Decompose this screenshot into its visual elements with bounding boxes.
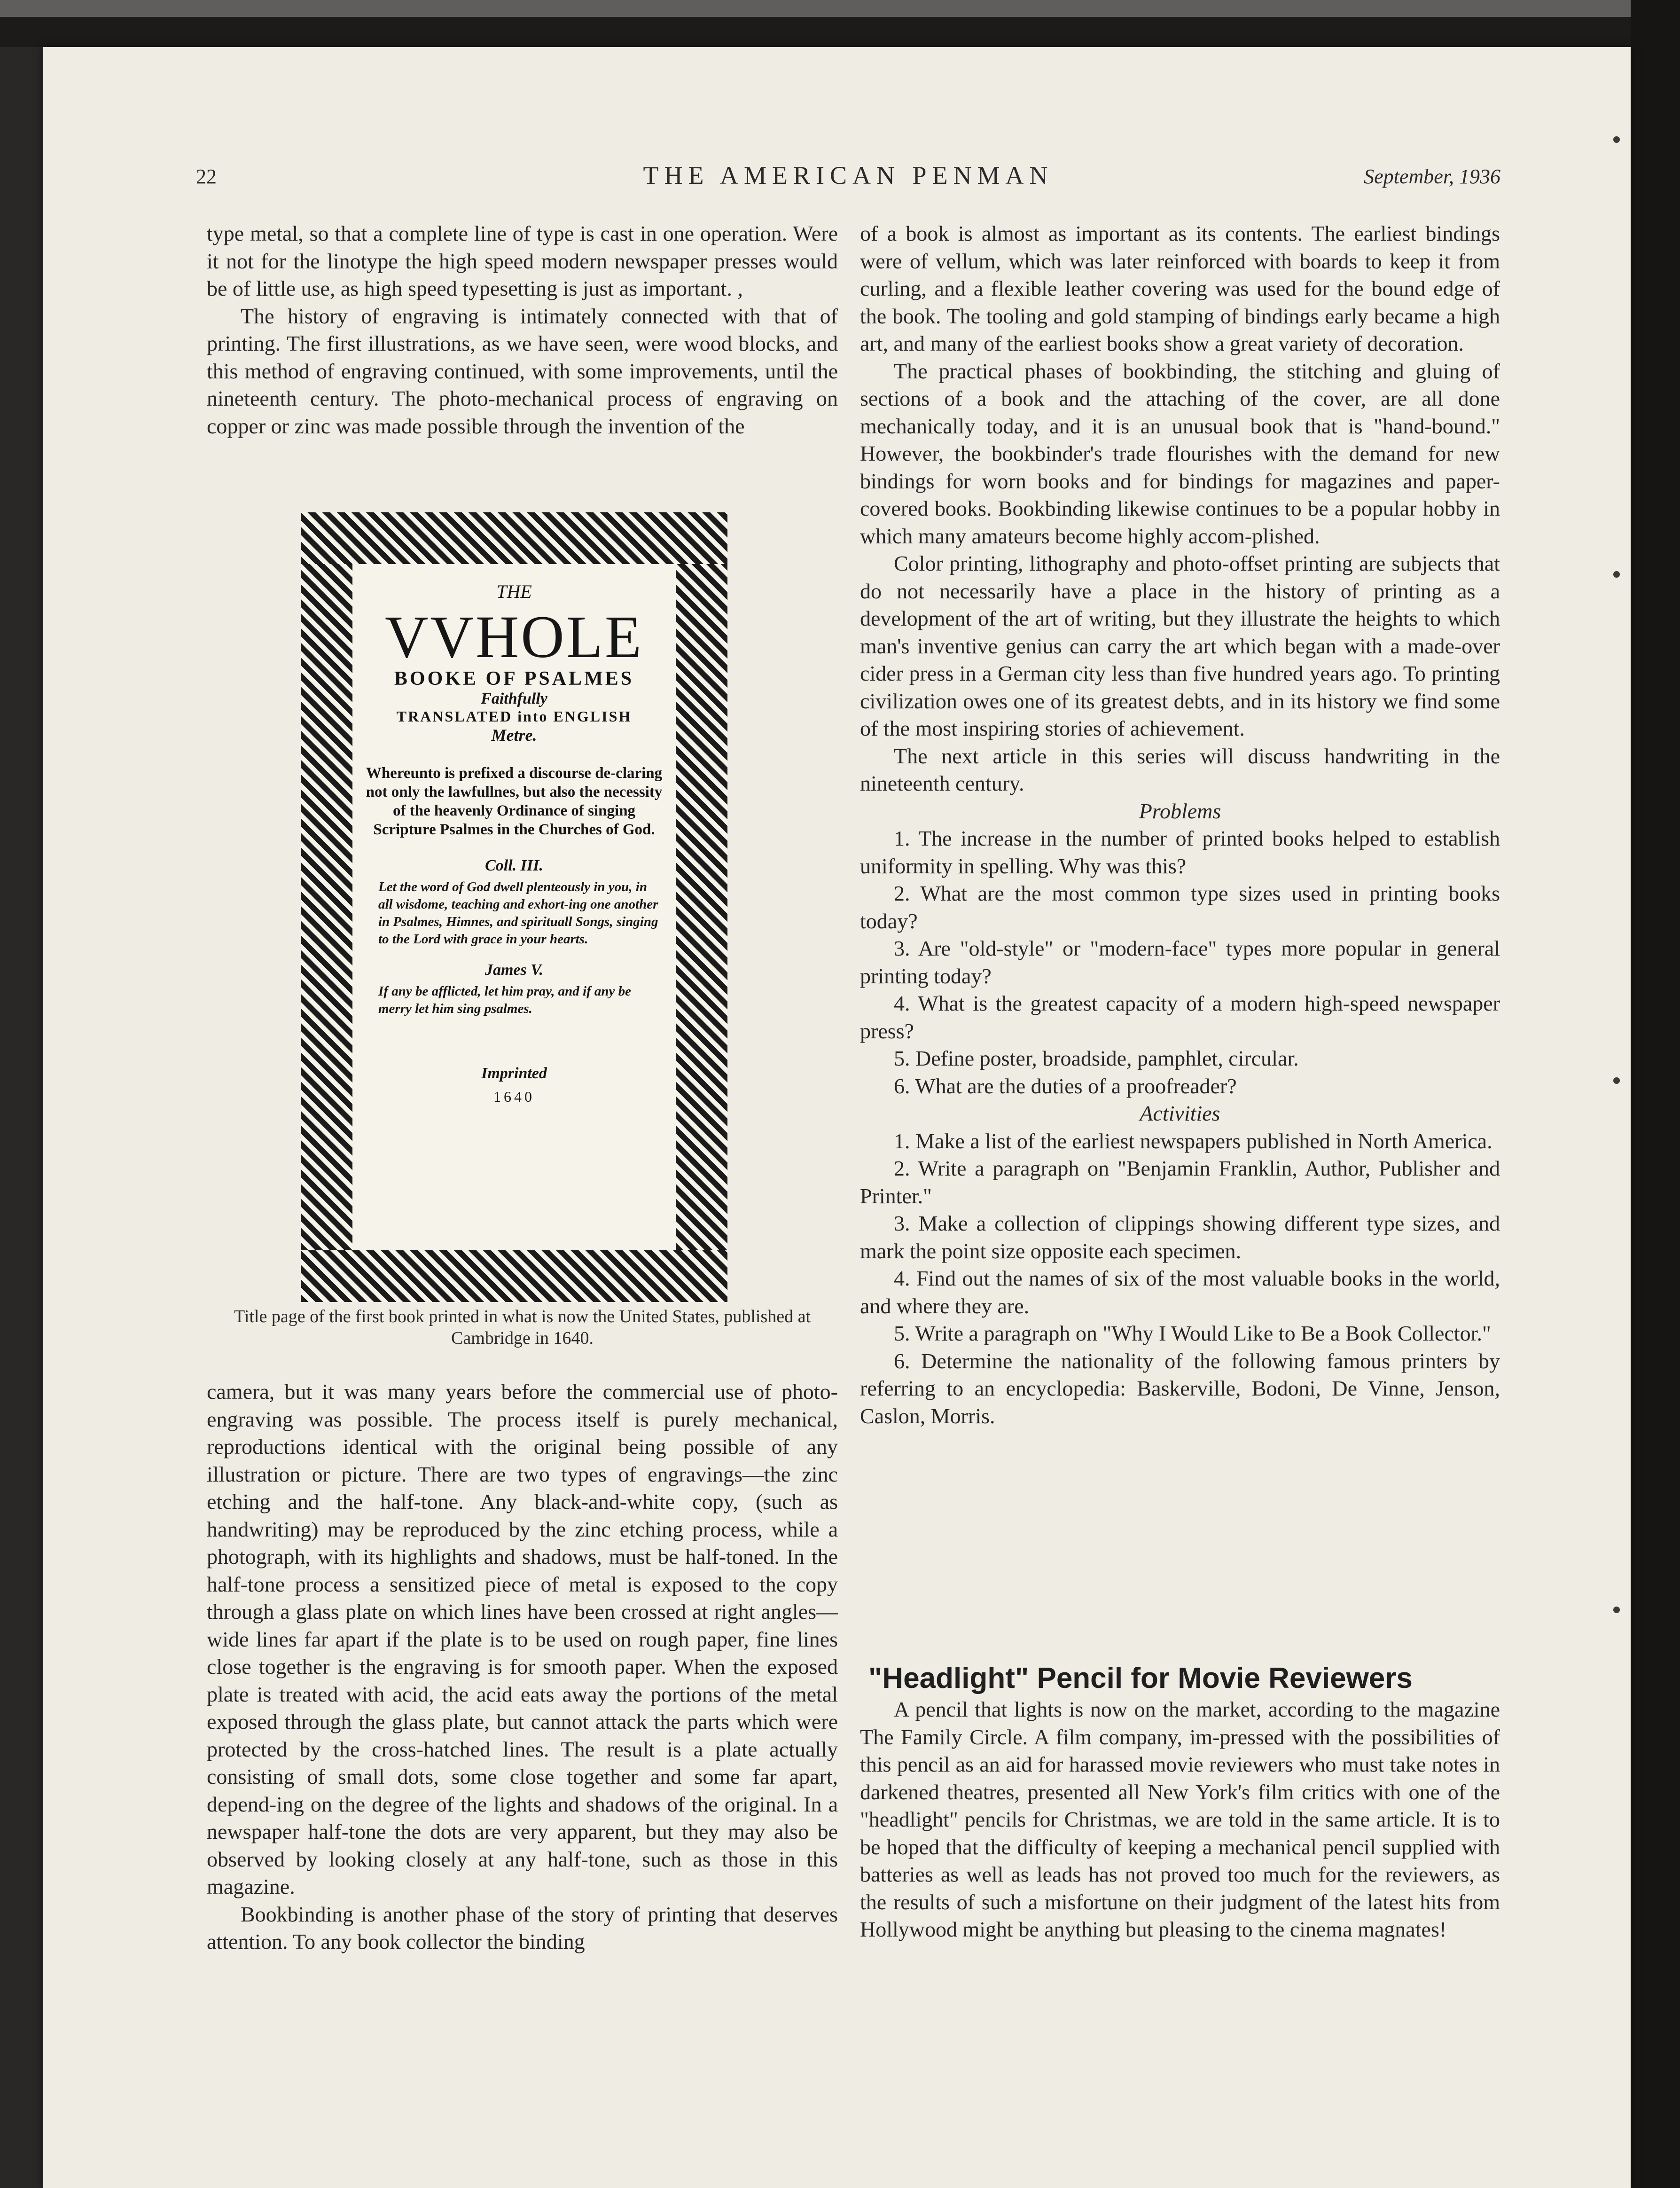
article-heading: "Headlight" Pencil for Movie Reviewers (868, 1662, 1413, 1694)
problem-item: 3. Are "old-style" or "modern-face" types more popular in general printing today? (860, 936, 1500, 988)
tp-whole: VVHOLE (384, 604, 644, 670)
tp-coll-verse: Let the word of God dwell plenteously in you, in all wisdome, teaching and exhort-ing one another in Psalmes, Himnes, and spirituall Songs, singing to the Lord with grace in your hearts. (378, 879, 658, 947)
tp-book-title: BOOKE OF PSALMES (394, 668, 634, 690)
tp-faithfully: Faithfully (481, 690, 547, 707)
activity-item: 5. Write a paragraph on "Why I Would Like to Be a Book Collector." (894, 1321, 1491, 1345)
scan-speck (1613, 1077, 1620, 1084)
paragraph: The history of engraving is intimately connected with that of printing. The first illustrations, as we have seen, were wood blocks, and this method of engraving continued, with some improvements, until the nineteenth century. The photo-mechanical process of engraving on copper or zinc was made possible through the invention of the (207, 304, 838, 438)
tp-imprinted: Imprinted (481, 1065, 547, 1082)
activity-item: 4. Find out the names of six of the most valuable books in the world, and where they are. (860, 1266, 1500, 1318)
tp-translated: TRANSLATED into ENGLISH (396, 708, 632, 725)
left-column-bottom (207, 1378, 838, 1956)
title-page-image (301, 512, 727, 1302)
title-page-figure (301, 512, 727, 1302)
activity-item: 3. Make a collection of clippings showing different type sizes, and mark the point size opposite each specimen. (860, 1211, 1500, 1263)
tp-james-verse: If any be afflicted, let him pray, and if any be merry let him sing psalmes. (378, 984, 632, 1016)
scan-speck (1613, 136, 1620, 143)
page-number: 22 (196, 165, 217, 188)
ornamental-border-right (676, 564, 727, 1250)
paragraph: Bookbinding is another phase of the story of printing that deserves attention. To any book collector the binding (207, 1902, 838, 1953)
problem-item: 6. What are the duties of a proofreader? (894, 1074, 1237, 1098)
paragraph: The practical phases of bookbinding, the stitching and gluing of sections of a book and the attaching of the cover, are all done mechanically today, and it is an unusual book that is "hand-bound." However, the bookbinder's trade flourishes with the demand for new bindings for worn books and for bindings for magazines and paper-covered books. Bookbinding likewise continues to be a popular hobby in which many amateurs become highly accom-plished. (860, 359, 1500, 548)
problem-item: 1. The increase in the number of printed books helped to establish uniformity in spelling. Why was this? (860, 826, 1500, 878)
tp-coll: Coll. III. (485, 857, 543, 874)
activities-heading: Activities (1140, 1101, 1220, 1125)
right-column (860, 220, 1500, 1430)
activity-item: 6. Determine the nationality of the following famous printers by referring to an encyclopedia: Baskerville, Bodoni, De Vinne, Jenson, Caslon, Morris. (860, 1349, 1500, 1428)
activity-item: 2. Write a paragraph on "Benjamin Franklin, Author, Publisher and Printer." (860, 1156, 1500, 1208)
figure-caption: Title page of the first book printed in what is now the United States, published at Cambridge in 1640. (234, 1307, 811, 1348)
paragraph: A pencil that lights is now on the market, according to the magazine The Family Circle. A film company, im-pressed with the possibilities of this pencil as an aid for harassed movie reviewers who must take notes in darkened theatres, presented all New York's film critics with one of the "headlight" pencils for Christmas, we are told in the same article. It is to be hoped that the difficulty of keeping a mechanical pencil supplied with batteries as well as leads has not proved too much for the reviewers, as the results of such a misfortune on their judgment of the latest hits from Hollywood might be anything but pleasing to the cinema magnates! (860, 1697, 1500, 1941)
scan-top-strip (0, 0, 1645, 17)
title-page-text (359, 571, 669, 1241)
scan-right-edge (1631, 0, 1680, 2188)
ornamental-border-left (301, 564, 352, 1250)
problem-item: 4. What is the greatest capacity of a modern high-speed newspaper press? (860, 991, 1500, 1043)
tp-the: THE (496, 581, 532, 602)
problem-item: 5. Define poster, broadside, pamphlet, circular. (894, 1046, 1299, 1070)
activity-item: 1. Make a list of the earliest newspapers published in North America. (894, 1129, 1492, 1153)
publication-title: THE AMERICAN PENMAN (643, 161, 1054, 189)
article-body (860, 1696, 1500, 1944)
tp-metre: Metre. (491, 726, 537, 745)
scan-speck (1613, 1607, 1620, 1613)
page-header (196, 161, 1500, 194)
paragraph: The next article in this series will discuss handwriting in the nineteenth century. (860, 744, 1500, 795)
ornamental-border-bottom (301, 1250, 727, 1302)
issue-date: September, 1936 (1364, 165, 1500, 188)
problems-heading: Problems (1139, 799, 1221, 823)
paragraph: of a book is almost as important as its contents. The earliest bindings were of vellum, which was later reinforced with boards to keep it from curling, and a flexible leather covering was used for the bound edge of the book. The tooling and gold stamping of bindings early became a high art, and many of the earliest books show a great variety of decoration. (860, 221, 1500, 355)
tp-body: Whereunto is prefixed a discourse de-claring not only the lawfullnes, but also the necessity of the heavenly Ordinance of singing Scripture Psalmes in the Churches of God. (366, 765, 663, 838)
scan-speck (1613, 571, 1620, 578)
tp-james: James V. (484, 961, 544, 979)
paragraph: type metal, so that a complete line of type is cast in one operation. Were it not for the linotype the high speed modern newspaper presses would be of little use, as high speed typesetting is just as important. , (207, 221, 838, 300)
tp-year: 1640 (493, 1088, 535, 1105)
ornamental-border-top (301, 512, 727, 564)
left-column-top (207, 220, 838, 440)
paragraph: camera, but it was many years before the commercial use of photo-engraving was possible. The process itself is purely mechanical, reproductions identical with the original being possible of any illustration or picture. There are two types of engravings—the zinc etching and the half-tone. Any black-and-white copy, (such as handwriting) may be reproduced by the zinc etching process, while a photograph, with its highlights and shadows, must be half-toned. In the half-tone process a sensitized piece of metal is exposed to the copy through a glass plate on which lines have been crossed at right angles—wide lines far apart if the plate is to be used on rough paper, fine lines close together is the engraving is for smooth paper. When the exposed plate is treated with acid, the acid eats away the portions of the metal exposed through the glass plate, but cannot attack the parts which were protected by the cross-hatched lines. The result is a plate actually consisting of small dots, some close together and some far apart, depend-ing on the degree of the lights and shadows of the original. In a newspaper half-tone the dots are very apparent, but they may also be observed by looking closely at any half-tone, such as those in this magazine. (207, 1380, 838, 1898)
problem-item: 2. What are the most common type sizes used in printing books today? (860, 881, 1500, 933)
paragraph: Color printing, lithography and photo-offset printing are subjects that do not necessarily have a place in the history of printing as a development of the art of writing, but they illustrate the heights to which man's inventive genius can carry the art which began with a made-over cider press in a German city less than five hundred years ago. To printing civilization owes one of its greatest debts, and in its history we find some of the most inspiring stories of achievement. (860, 551, 1500, 740)
